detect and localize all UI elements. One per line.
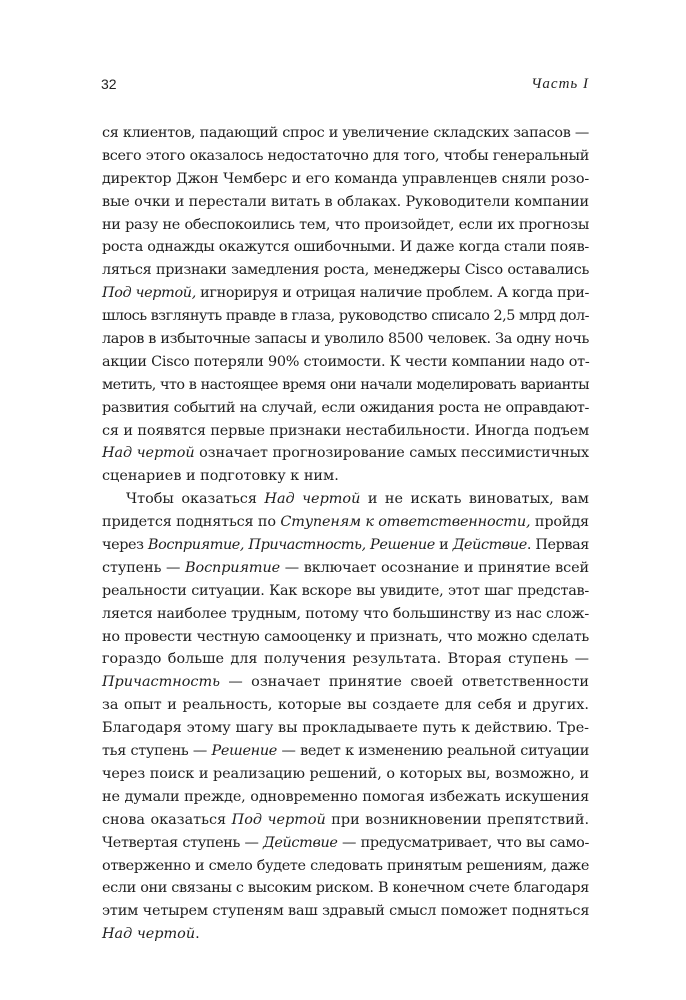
text-segment: гораздо больше для получения результата. Вторая ступень — (102, 651, 589, 668)
text-segment: . (195, 926, 200, 943)
text-line (102, 397, 589, 420)
text-segment: ни разу не обеспокоились тем, что произойдет, если их прогнозы (102, 216, 589, 233)
italic-text-segment: Ступеням к ответственности, (280, 514, 531, 531)
italic-text-segment: Действие (452, 537, 527, 554)
text-segment: придется подняться по (102, 514, 281, 531)
text-line (102, 626, 589, 649)
text-segment: — включает осознание и принятие всей (280, 559, 590, 576)
italic-text-segment: Под чертой (231, 811, 326, 828)
text-line (102, 214, 589, 237)
italic-text-segment: Над чертой (102, 445, 195, 462)
text-segment: роста однажды окажутся ошибочными. И даже когда стали появ- (102, 239, 589, 256)
text-line (102, 648, 589, 671)
text-segment: но провести честную самооценку и признать, что можно сделать (102, 628, 589, 645)
text-segment: директор Джон Чемберс и его команда управленцев сняли розо- (102, 170, 589, 187)
page-header (101, 76, 589, 98)
page-number: 32 (101, 76, 117, 92)
text-segment: . Первая (526, 537, 589, 554)
text-segment: через поиск и реализацию решений, о которых вы, возможно, и (102, 765, 589, 782)
text-segment: означает прогнозирование самых пессимистичных (194, 445, 590, 462)
text-segment: ляться признаки замедления роста, менеджеры Cisco оставались (102, 262, 589, 279)
text-line (102, 832, 589, 855)
text-line (102, 122, 589, 145)
text-segment: и не искать виноватых, вам (360, 491, 589, 508)
running-head: Часть I (531, 76, 589, 92)
text-line (102, 465, 589, 488)
text-line (102, 191, 589, 214)
text-segment: ларов в избыточные запасы и уволило 8500 человек. За одну ночь (102, 331, 589, 348)
text-segment: при возникновении препятствий. (325, 811, 590, 828)
text-line (102, 145, 589, 168)
text-segment: шлось взглянуть правде в глаза, руководство списало 2,5 млрд дол- (102, 308, 589, 325)
text-segment: сценариев и подготовку к ним. (102, 468, 339, 485)
text-segment: через (102, 537, 148, 554)
italic-text-segment: Восприятие, Причастность, Решение (147, 537, 435, 554)
text-line (102, 603, 589, 626)
text-segment: снова оказаться (102, 811, 232, 828)
text-line (102, 374, 589, 397)
text-segment: развития событий на случай, если ожидания роста не оправдают- (102, 399, 589, 416)
text-segment: ся и появятся первые признаки нестабильности. Иногда подъем (102, 422, 589, 439)
text-segment: отверженно и смело будете следовать принятым решениям, даже (102, 857, 589, 874)
text-line (102, 786, 589, 809)
body-text (102, 122, 589, 946)
text-line (102, 442, 589, 465)
text-segment: — предусматривает, что вы само- (337, 834, 589, 851)
text-segment: ступень — (102, 559, 186, 576)
text-segment: вые очки и перестали витать в облаках. Руководители компании (102, 193, 589, 210)
text-segment: ляется наиболее трудным, потому что большинству из нас слож- (102, 605, 589, 622)
text-line (102, 855, 589, 878)
text-segment: Четвертая ступень — (102, 834, 263, 851)
text-segment: Чтобы оказаться (126, 491, 265, 508)
text-segment: этим четырем ступеням ваш здравый смысл поможет подняться (102, 903, 590, 920)
italic-text-segment: Решение (211, 743, 278, 760)
text-line (102, 351, 589, 374)
text-segment: не думали прежде, одновременно помогая избежать искушения (102, 788, 589, 805)
text-line (102, 923, 589, 946)
text-line (102, 511, 589, 534)
text-segment: — ведет к изменению реальной ситуации (277, 743, 590, 760)
italic-text-segment: Причастность (102, 674, 220, 691)
text-segment: если они связаны с высоким риском. В конечном счете благодаря (102, 880, 589, 897)
text-line (102, 534, 589, 557)
text-segment: за опыт и реальность, которые вы создаете для себя и других. (102, 697, 589, 714)
text-line (102, 420, 589, 443)
text-line (102, 168, 589, 191)
text-line (102, 671, 589, 694)
text-line (102, 763, 589, 786)
italic-text-segment: Действие (263, 834, 338, 851)
text-segment: Благодаря этому шагу вы прокладываете путь к действию. Тре- (102, 720, 589, 737)
text-line (102, 259, 589, 282)
text-line (102, 809, 589, 832)
text-segment: тья ступень — (102, 743, 212, 760)
text-line (102, 236, 589, 259)
text-segment: и (434, 537, 453, 554)
text-line (102, 488, 589, 511)
text-line (102, 717, 589, 740)
text-line (102, 328, 589, 351)
text-line (102, 694, 589, 717)
italic-text-segment: Под чертой, (102, 285, 196, 302)
text-line (102, 305, 589, 328)
text-line (102, 900, 589, 923)
text-segment: метить, что в настоящее время они начали моделировать варианты (102, 376, 589, 393)
text-line (102, 282, 589, 305)
text-segment: ся клиентов, падающий спрос и увеличение складских запасов — (102, 125, 589, 141)
text-line (102, 580, 589, 603)
text-segment: акции Cisco потеряли 90% стоимости. К чести компании надо от- (102, 353, 590, 370)
text-segment: — означает принятие своей ответственности (219, 674, 589, 691)
italic-text-segment: Над чертой (102, 926, 196, 943)
text-segment: пройдя (530, 514, 589, 531)
text-line (102, 877, 589, 900)
text-segment: всего этого оказалось недостаточно для того, чтобы генеральный (102, 147, 589, 164)
italic-text-segment: Над чертой (264, 491, 361, 508)
text-line (102, 557, 589, 580)
italic-text-segment: Восприятие (185, 559, 281, 576)
text-segment: реальности ситуации. Как вскоре вы увидите, этот шаг представ- (102, 582, 589, 599)
text-line (102, 740, 589, 763)
text-segment: игнорируя и отрицая наличие проблем. А когда при- (195, 285, 589, 302)
